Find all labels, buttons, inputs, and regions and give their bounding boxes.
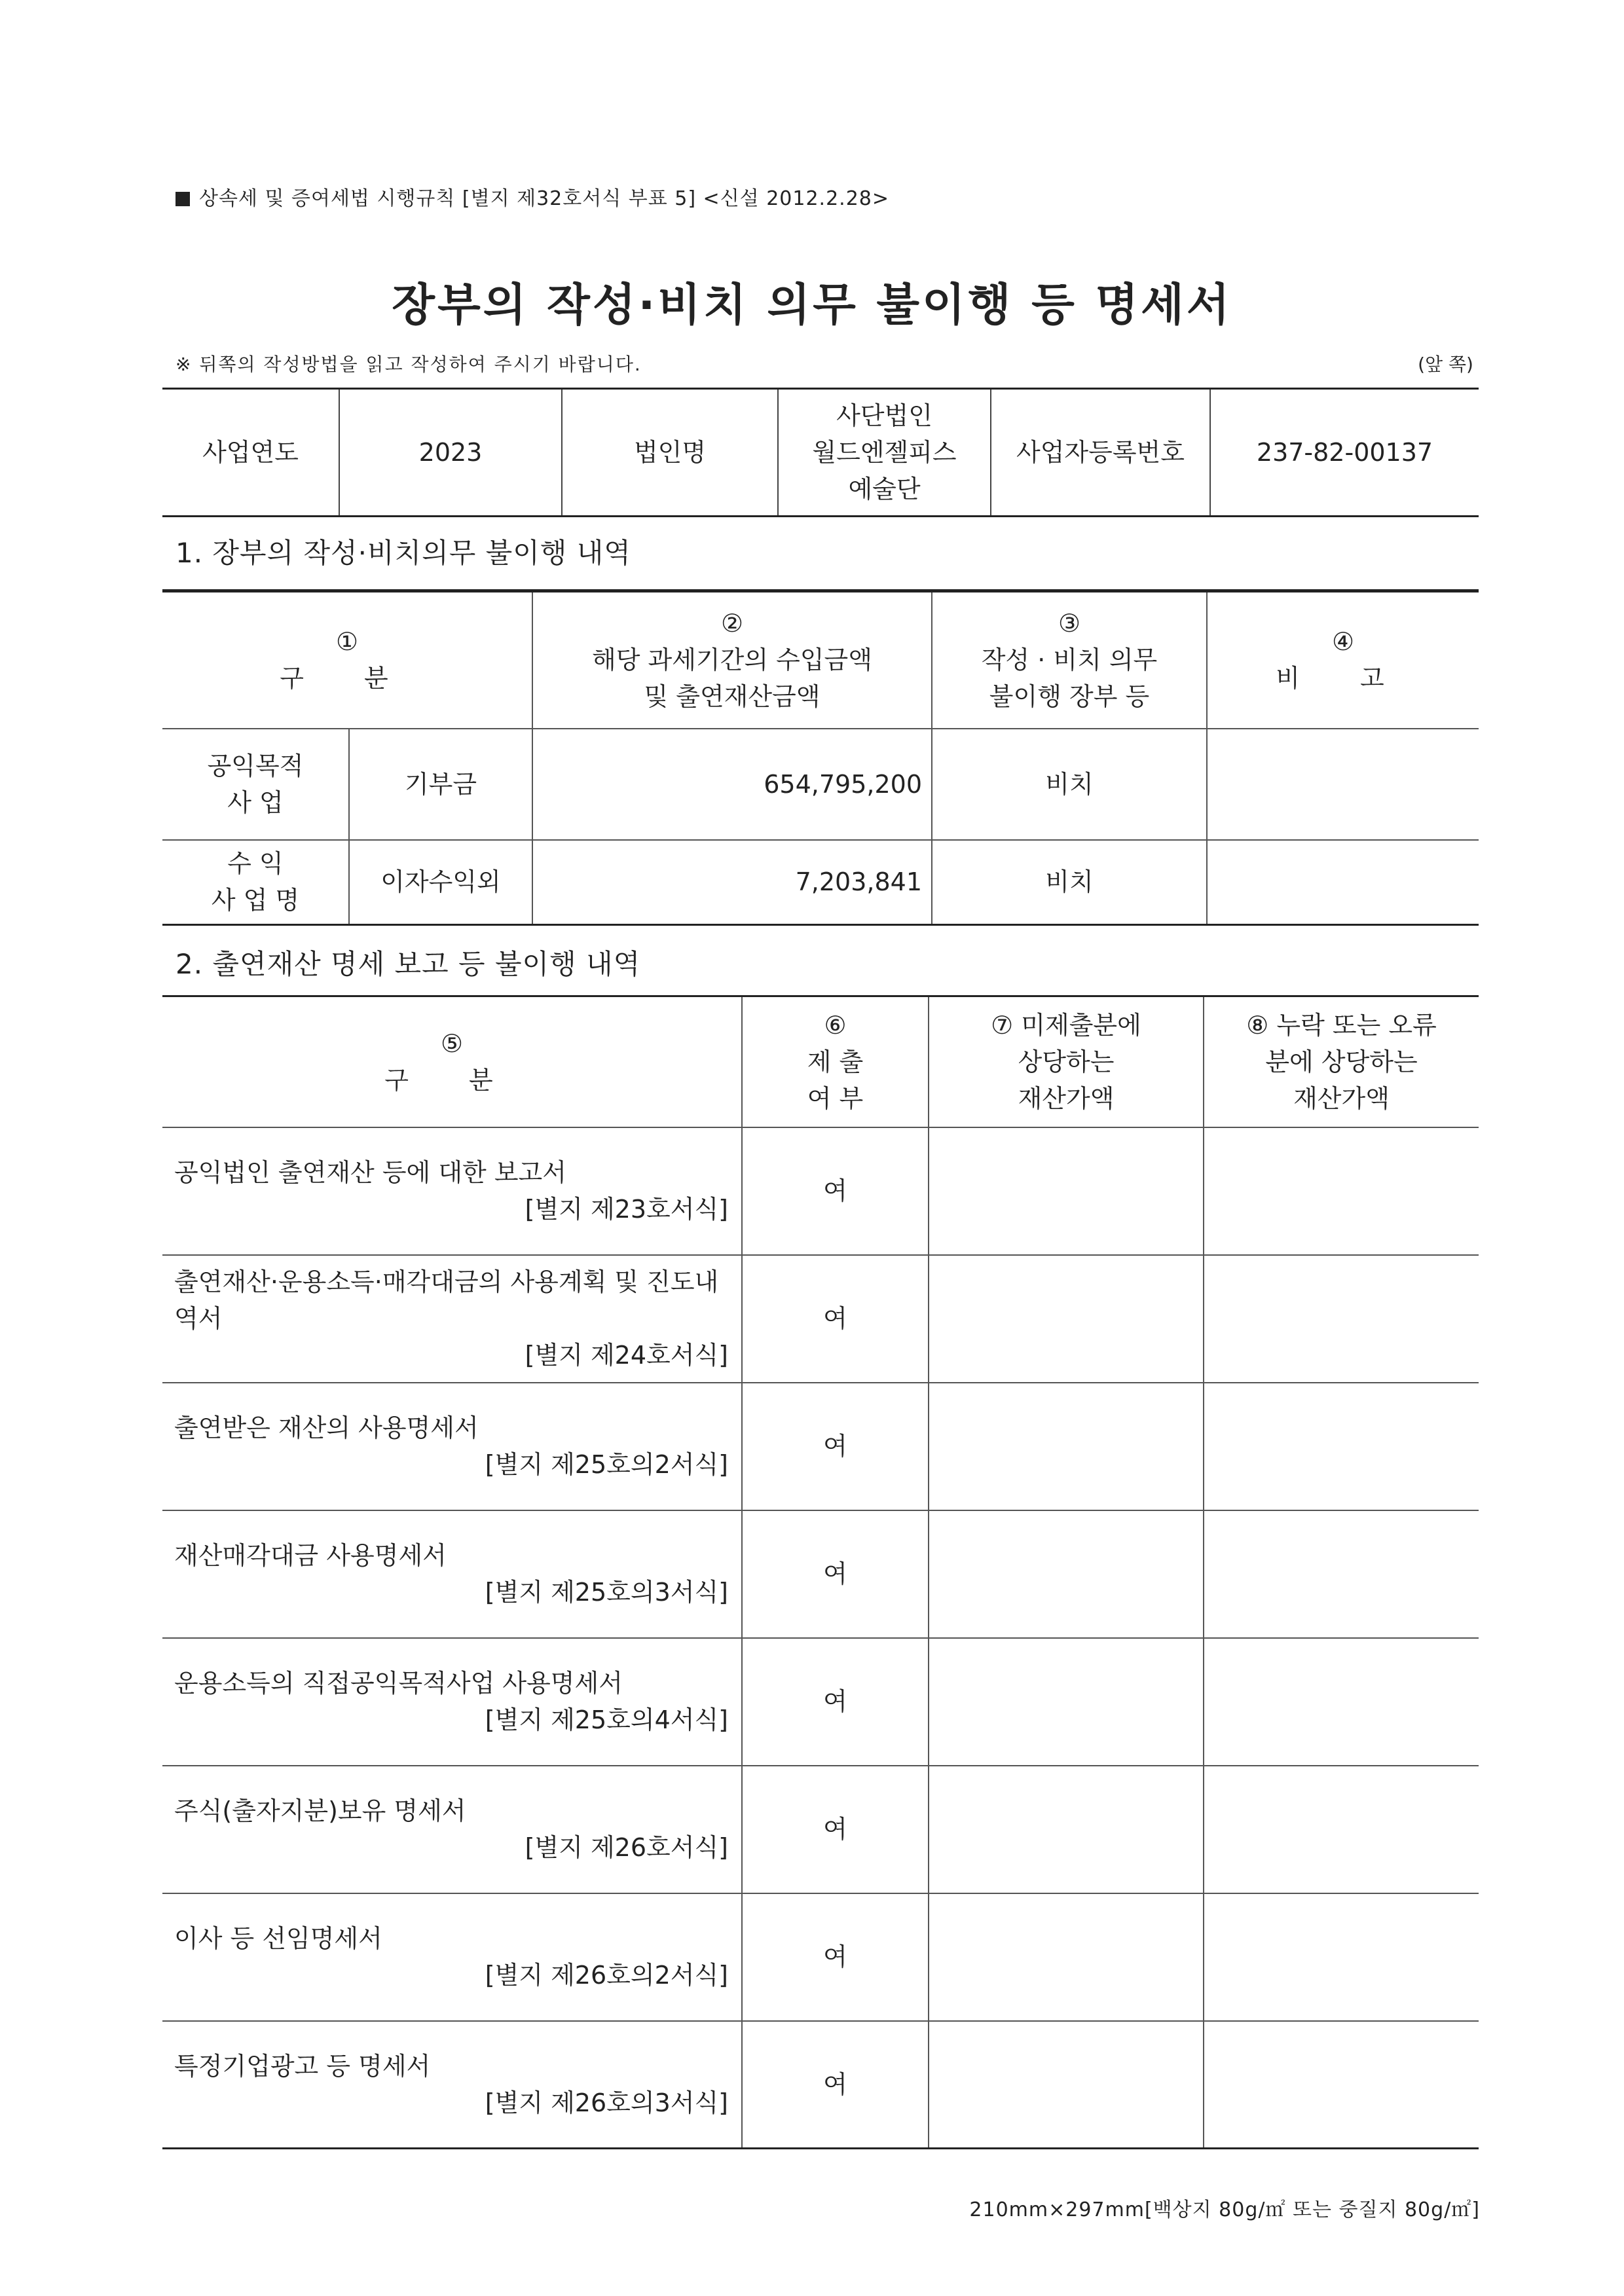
report-form-ref: [별지 제25호의4서식]	[485, 1705, 728, 1734]
subcategory-cell: 기부금	[349, 729, 532, 840]
col6-number: ⑥	[824, 1010, 847, 1040]
submitted-cell: 여	[742, 1127, 929, 1255]
report-form-ref: [별지 제24호서식]	[525, 1341, 728, 1370]
registration-number-value: 237-82-00137	[1210, 389, 1479, 517]
section1-title: 1. 장부의 작성·비치의무 불이행 내역	[175, 537, 631, 569]
corporation-name-line1: 사단법인	[836, 401, 932, 430]
report-name: 운용소득의 직접공익목적사업 사용명세서	[174, 1669, 623, 1698]
table-row	[162, 1510, 1479, 1638]
report-form-ref: [별지 제25호의2서식]	[485, 1450, 728, 1479]
table-row	[162, 2021, 1479, 2149]
paper-spec-footer: 210mm×297mm[백상지 80g/㎡ 또는 중질지 80g/㎡]	[969, 2198, 1480, 2221]
category-cell	[162, 840, 349, 925]
report-name-cell	[162, 1383, 742, 1510]
omitted-value-cell	[1204, 1127, 1479, 1255]
col1-header	[162, 591, 532, 729]
col6-line2: 여 부	[807, 1084, 864, 1113]
report-name: 공익법인 출연재산 등에 대한 보고서	[174, 1158, 566, 1187]
page-side-label: (앞 쪽)	[1418, 354, 1473, 375]
report-name-cell	[162, 2021, 742, 2149]
col6-header	[742, 996, 929, 1127]
col3-header	[932, 591, 1207, 729]
omitted-value-cell	[1204, 1510, 1479, 1638]
report-name: 주식(출자지분)보유 명세서	[174, 1796, 466, 1825]
col5-label: 구 분	[384, 1065, 519, 1095]
unsubmitted-value-cell	[929, 1510, 1204, 1638]
report-name-cell	[162, 1766, 742, 1893]
form-reference-text: 상속세 및 증여세법 시행규칙 [별지 제32호서식 부표 5] <신설 2012.2.28>	[199, 187, 890, 210]
unsubmitted-value-cell	[929, 1893, 1204, 2021]
report-name: 재산매각대금 사용명세서	[174, 1541, 447, 1570]
remark-cell	[1207, 729, 1479, 840]
col2-line2: 및 출연재산금액	[644, 682, 821, 712]
col1-label: 구 분	[280, 664, 415, 693]
table-row	[162, 1766, 1479, 1893]
col3-line1: 작성 · 비치 의무	[981, 646, 1158, 675]
col7-line3: 재산가액	[1018, 1084, 1115, 1113]
amount-cell: 7,203,841	[532, 840, 932, 925]
col7-line2: 상당하는	[1018, 1047, 1115, 1076]
remark-cell	[1207, 840, 1479, 925]
omitted-value-cell	[1204, 1383, 1479, 1510]
col8-line3: 재산가액	[1293, 1084, 1390, 1113]
report-name-cell	[162, 1127, 742, 1255]
report-form-ref: [별지 제26호의2서식]	[485, 1961, 728, 1990]
corporation-name-label: 법인명	[562, 389, 778, 517]
instruction-note: ※ 뒤쪽의 작성방법을 읽고 작성하여 주시기 바랍니다.	[175, 354, 642, 375]
report-name-cell	[162, 1255, 742, 1383]
unsubmitted-value-cell	[929, 1766, 1204, 1893]
black-square-icon	[175, 192, 190, 206]
report-name-cell	[162, 1893, 742, 2021]
form-reference	[175, 182, 889, 211]
col4-header	[1207, 591, 1479, 729]
registration-number-label: 사업자등록번호	[991, 389, 1210, 517]
omitted-value-cell	[1204, 1255, 1479, 1383]
ledger-status-cell: 비치	[932, 840, 1207, 925]
col4-label: 비 고	[1276, 664, 1411, 693]
unsubmitted-value-cell	[929, 1127, 1204, 1255]
corporation-name-value	[778, 389, 991, 517]
report-name-cell	[162, 1510, 742, 1638]
table-row	[162, 1255, 1479, 1383]
corporation-name-line3: 예술단	[848, 475, 921, 503]
submitted-cell: 여	[742, 1766, 929, 1893]
table-row	[162, 1893, 1479, 2021]
report-name: 특정기업광고 등 명세서	[174, 2051, 431, 2081]
document-title: 장부의 작성·비치 의무 불이행 등 명세서	[392, 280, 1232, 331]
col5-header	[162, 996, 742, 1127]
table-row	[162, 1127, 1479, 1255]
omitted-value-cell	[1204, 1638, 1479, 1766]
report-name: 출연받은 재산의 사용명세서	[174, 1413, 479, 1442]
category-line2: 사 업 명	[211, 886, 300, 915]
submitted-cell: 여	[742, 2021, 929, 2149]
amount-cell: 654,795,200	[532, 729, 932, 840]
report-form-ref: [별지 제25호의3서식]	[485, 1578, 728, 1607]
category-line2: 사 업	[227, 788, 284, 817]
corporation-name-line2: 월드엔젤피스	[812, 438, 957, 467]
report-name: 출연재산·운용소득·매각대금의 사용계획 및 진도내역서	[174, 1267, 719, 1333]
donation-report-table	[162, 995, 1479, 2149]
col3-number: ③	[1058, 609, 1081, 638]
omitted-value-cell	[1204, 1893, 1479, 2021]
section2-title: 2. 출연재산 명세 보고 등 불이행 내역	[175, 948, 641, 980]
col7-header	[929, 996, 1204, 1127]
col8-line2: 분에 상당하는	[1265, 1047, 1418, 1076]
report-name-cell	[162, 1638, 742, 1766]
business-year-value: 2023	[339, 389, 562, 517]
table-row	[162, 729, 1479, 840]
unsubmitted-value-cell	[929, 1255, 1204, 1383]
table-row	[162, 1383, 1479, 1510]
category-line1: 공익목적	[207, 751, 304, 780]
col5-number: ⑤	[440, 1029, 464, 1058]
submitted-cell: 여	[742, 1510, 929, 1638]
submitted-cell: 여	[742, 1638, 929, 1766]
col4-number: ④	[1331, 627, 1355, 657]
report-name: 이사 등 선임명세서	[174, 1924, 382, 1953]
col2-header	[532, 591, 932, 729]
submitted-cell: 여	[742, 1383, 929, 1510]
omitted-value-cell	[1204, 2021, 1479, 2149]
col7-line1: ⑦ 미제출분에	[991, 1010, 1141, 1040]
col2-number: ②	[720, 609, 744, 638]
table-row	[162, 1638, 1479, 1766]
col1-number: ①	[335, 627, 359, 657]
table-row	[162, 840, 1479, 925]
category-cell	[162, 729, 349, 840]
col8-line1: ⑧ 누락 또는 오류	[1246, 1010, 1437, 1040]
business-year-label: 사업연도	[202, 438, 299, 467]
col3-line2: 불이행 장부 등	[989, 682, 1150, 712]
submitted-cell: 여	[742, 1893, 929, 2021]
col2-line1: 해당 과세기간의 수입금액	[592, 646, 872, 675]
subcategory-cell: 이자수익외	[349, 840, 532, 925]
unsubmitted-value-cell	[929, 2021, 1204, 2149]
report-form-ref: [별지 제23호서식]	[525, 1195, 728, 1224]
category-line1: 수 익	[227, 849, 284, 879]
omitted-value-cell	[1204, 1766, 1479, 1893]
submitted-cell: 여	[742, 1255, 929, 1383]
report-form-ref: [별지 제26호서식]	[525, 1833, 728, 1862]
ledger-noncompliance-table	[162, 589, 1479, 926]
unsubmitted-value-cell	[929, 1638, 1204, 1766]
report-form-ref: [별지 제26호의3서식]	[485, 2088, 728, 2117]
unsubmitted-value-cell	[929, 1383, 1204, 1510]
col6-line1: 제 출	[807, 1047, 864, 1076]
ledger-status-cell: 비치	[932, 729, 1207, 840]
col8-header	[1204, 996, 1479, 1127]
info-table	[162, 388, 1479, 517]
